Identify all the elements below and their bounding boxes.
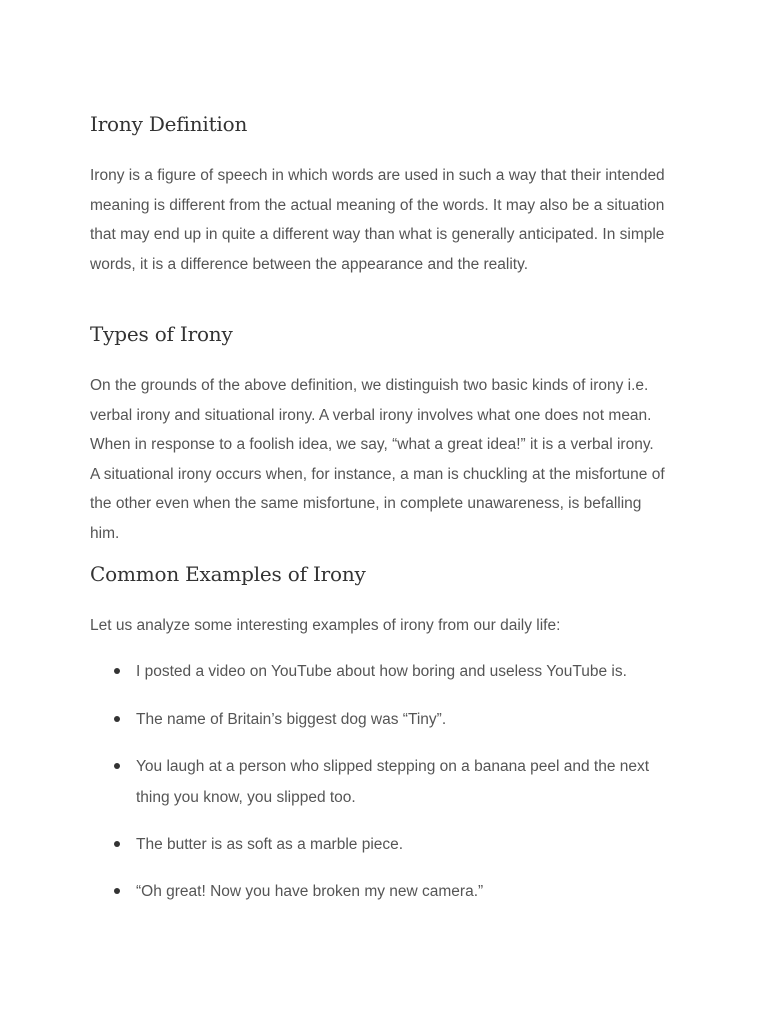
list-item-text: “Oh great! Now you have broken my new camera.”: [136, 883, 484, 900]
paragraph-examples-intro: Let us analyze some interesting examples of irony from our daily life:: [90, 617, 561, 634]
heading-common-examples: Common Examples of Irony: [90, 562, 366, 586]
heading-irony-definition: Irony Definition: [90, 112, 248, 136]
bullet-icon: [114, 763, 120, 769]
list-item-text: I posted a video on YouTube about how boring and useless YouTube is.: [136, 663, 627, 680]
bullet-icon: [114, 841, 120, 847]
list-item-text: The name of Britain’s biggest dog was “Tiny”.: [136, 711, 447, 728]
bullet-icon: [114, 668, 120, 674]
bullet-icon: [114, 888, 120, 894]
paragraph-irony-definition: Irony is a figure of speech in which words are used in such a way that their intended meaning is different from the actual meaning of the words. It may also be a situation that may end up in quite a different way than what is generally anticipated. In simple words, it is a difference between the appearance and the reality.: [90, 167, 665, 273]
bullet-icon: [114, 716, 120, 722]
list-item-text: You laugh at a person who slipped stepping on a banana peel and the next thing you know, you slipped too.: [136, 758, 650, 806]
paragraph-types-of-irony: On the grounds of the above definition, we distinguish two basic kinds of irony i.e. verbal irony and situational irony. A verbal irony involves what one does not mean. When in response to a foolish idea, we say, “what a great idea!” it is a verbal irony. A situational irony occurs when, for instance, a man is chuckling at the misfortune of the other even when the same misfortune, in complete unawareness, is befalling him.: [90, 377, 665, 542]
heading-types-of-irony: Types of Irony: [90, 322, 233, 346]
list-item-text: The butter is as soft as a marble piece.: [136, 836, 404, 853]
